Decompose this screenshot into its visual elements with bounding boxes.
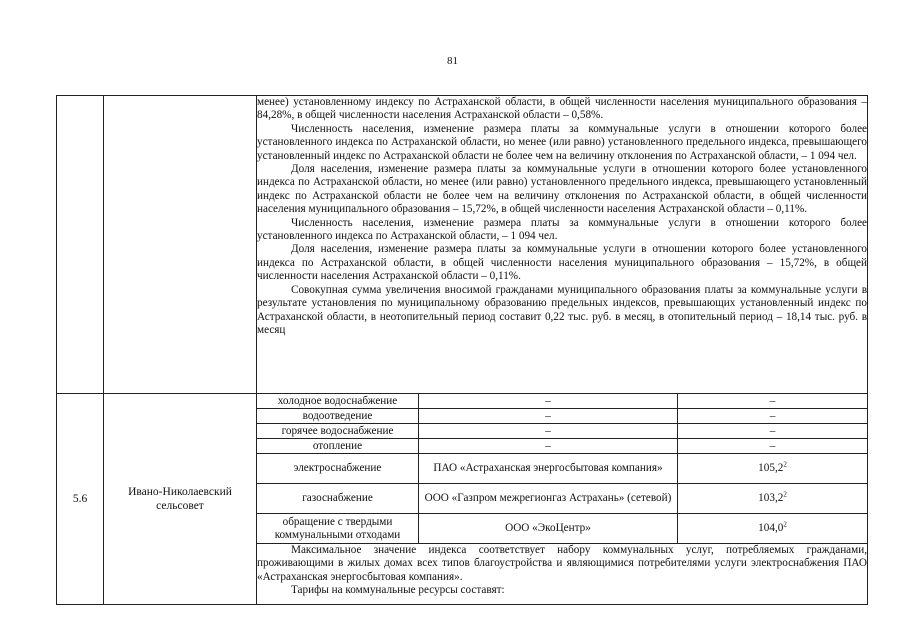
service-index: [678, 514, 868, 544]
service-index: –: [678, 394, 868, 409]
cell-number-empty: [57, 96, 104, 394]
top-paragraph: Доля населения, изменение размера платы за коммунальные услуги в отношении которого более установленного индекса по Астраханской области, но менее (или равно) установленного предельного индекса, превышающего установленный индекс по Астраханской области не более чем на величину отклонения по Астраханской области, в общей численности населения муниципального образования – 15,72%, в общей численности населения Астраханской области – 0,11%.: [257, 163, 868, 216]
service-provider: ООО «ЭкоЦентр»: [419, 514, 678, 544]
service-index: [678, 484, 868, 514]
service-index: –: [678, 409, 868, 424]
index-value: 105,2: [758, 462, 784, 475]
service-provider: –: [419, 424, 678, 439]
note-paragraph: Максимальное значение индекса соответствует набору коммунальных услуг, потребляемых гражданами, проживающими в жилых домах всех типов благоустройства и являющимися потребителями услуги электроснабжения ПАО «Астраханская энергосбытовая компания».: [257, 544, 868, 583]
top-paragraph: Доля населения, изменение размера платы за коммунальные услуги в отношении которого более установленного индекса по Астраханской области, в общей численности населения муниципального образования – 15,72%, в общей численности населения Астраханской области – 0,11%.: [257, 243, 868, 283]
service-provider: –: [419, 439, 678, 454]
service-name: газоснабжение: [257, 484, 419, 514]
service-name: электроснабжение: [257, 454, 419, 484]
service-provider: ООО «Газпром межрегионгаз Астрахань» (сетевой): [419, 484, 678, 514]
footnote-mark: 2: [783, 460, 787, 469]
top-paragraph: Численность населения, изменение размера платы за коммунальные услуги в отношении которого более установленного индекса по Астраханской области, но менее (или равно) установленного предельного индекса, превышающего установленный индекс по Астраханской области не более чем на величину отклонения по Астраханской области, – 1 094 чел.: [257, 122, 868, 162]
service-name: горячее водоснабжение: [257, 424, 419, 439]
service-name: водоотведение: [257, 409, 419, 424]
municipality-name: Ивано-Николаевский сельсовет: [104, 394, 257, 605]
service-index: –: [678, 439, 868, 454]
cell-name-empty: [104, 96, 257, 394]
table-row-top: [57, 96, 868, 394]
service-name: обращение с твердыми коммунальными отходами: [257, 514, 419, 544]
service-index: –: [678, 424, 868, 439]
top-text-block: [257, 96, 868, 394]
service-name: холодное водоснабжение: [257, 394, 419, 409]
service-provider: –: [419, 394, 678, 409]
service-provider: ПАО «Астраханская энергосбытовая компания»: [419, 454, 678, 484]
top-paragraph: Численность населения, изменение размера платы за коммунальные услуги в отношении которого более установленного индекса по Астраханской области, – 1 094 чел.: [257, 216, 868, 243]
notes-block: [257, 544, 868, 605]
footnote-mark: 2: [783, 490, 787, 499]
service-name: отопление: [257, 439, 419, 454]
service-index: [678, 454, 868, 484]
row-number: 5.6: [57, 394, 104, 605]
index-value: 103,2: [758, 492, 784, 505]
page-number: 81: [447, 55, 458, 67]
top-paragraph: Совокупная сумма увеличения вносимой гражданами муниципального образования платы за коммунальные услуги в результате установления по муниципальному образованию предельных индексов, превышающих установленный индекс по Астраханской области, в неотопительный период составит 0,22 тыс. руб. в месяц, в отопительный период – 18,14 тыс. руб. в месяц: [257, 283, 868, 336]
index-value: 104,0: [758, 522, 784, 535]
service-row: [57, 394, 868, 409]
top-paragraph: менее) установленному индексу по Астраханской области, в общей численности населения муниципального образования – 84,28%, в общей численности населения Астраханской области – 0,58%.: [257, 96, 868, 122]
service-provider: –: [419, 409, 678, 424]
footnote-mark: 2: [783, 520, 787, 529]
note-paragraph: Тарифы на коммунальные ресурсы составят:: [291, 584, 505, 597]
index-table: [56, 95, 868, 605]
